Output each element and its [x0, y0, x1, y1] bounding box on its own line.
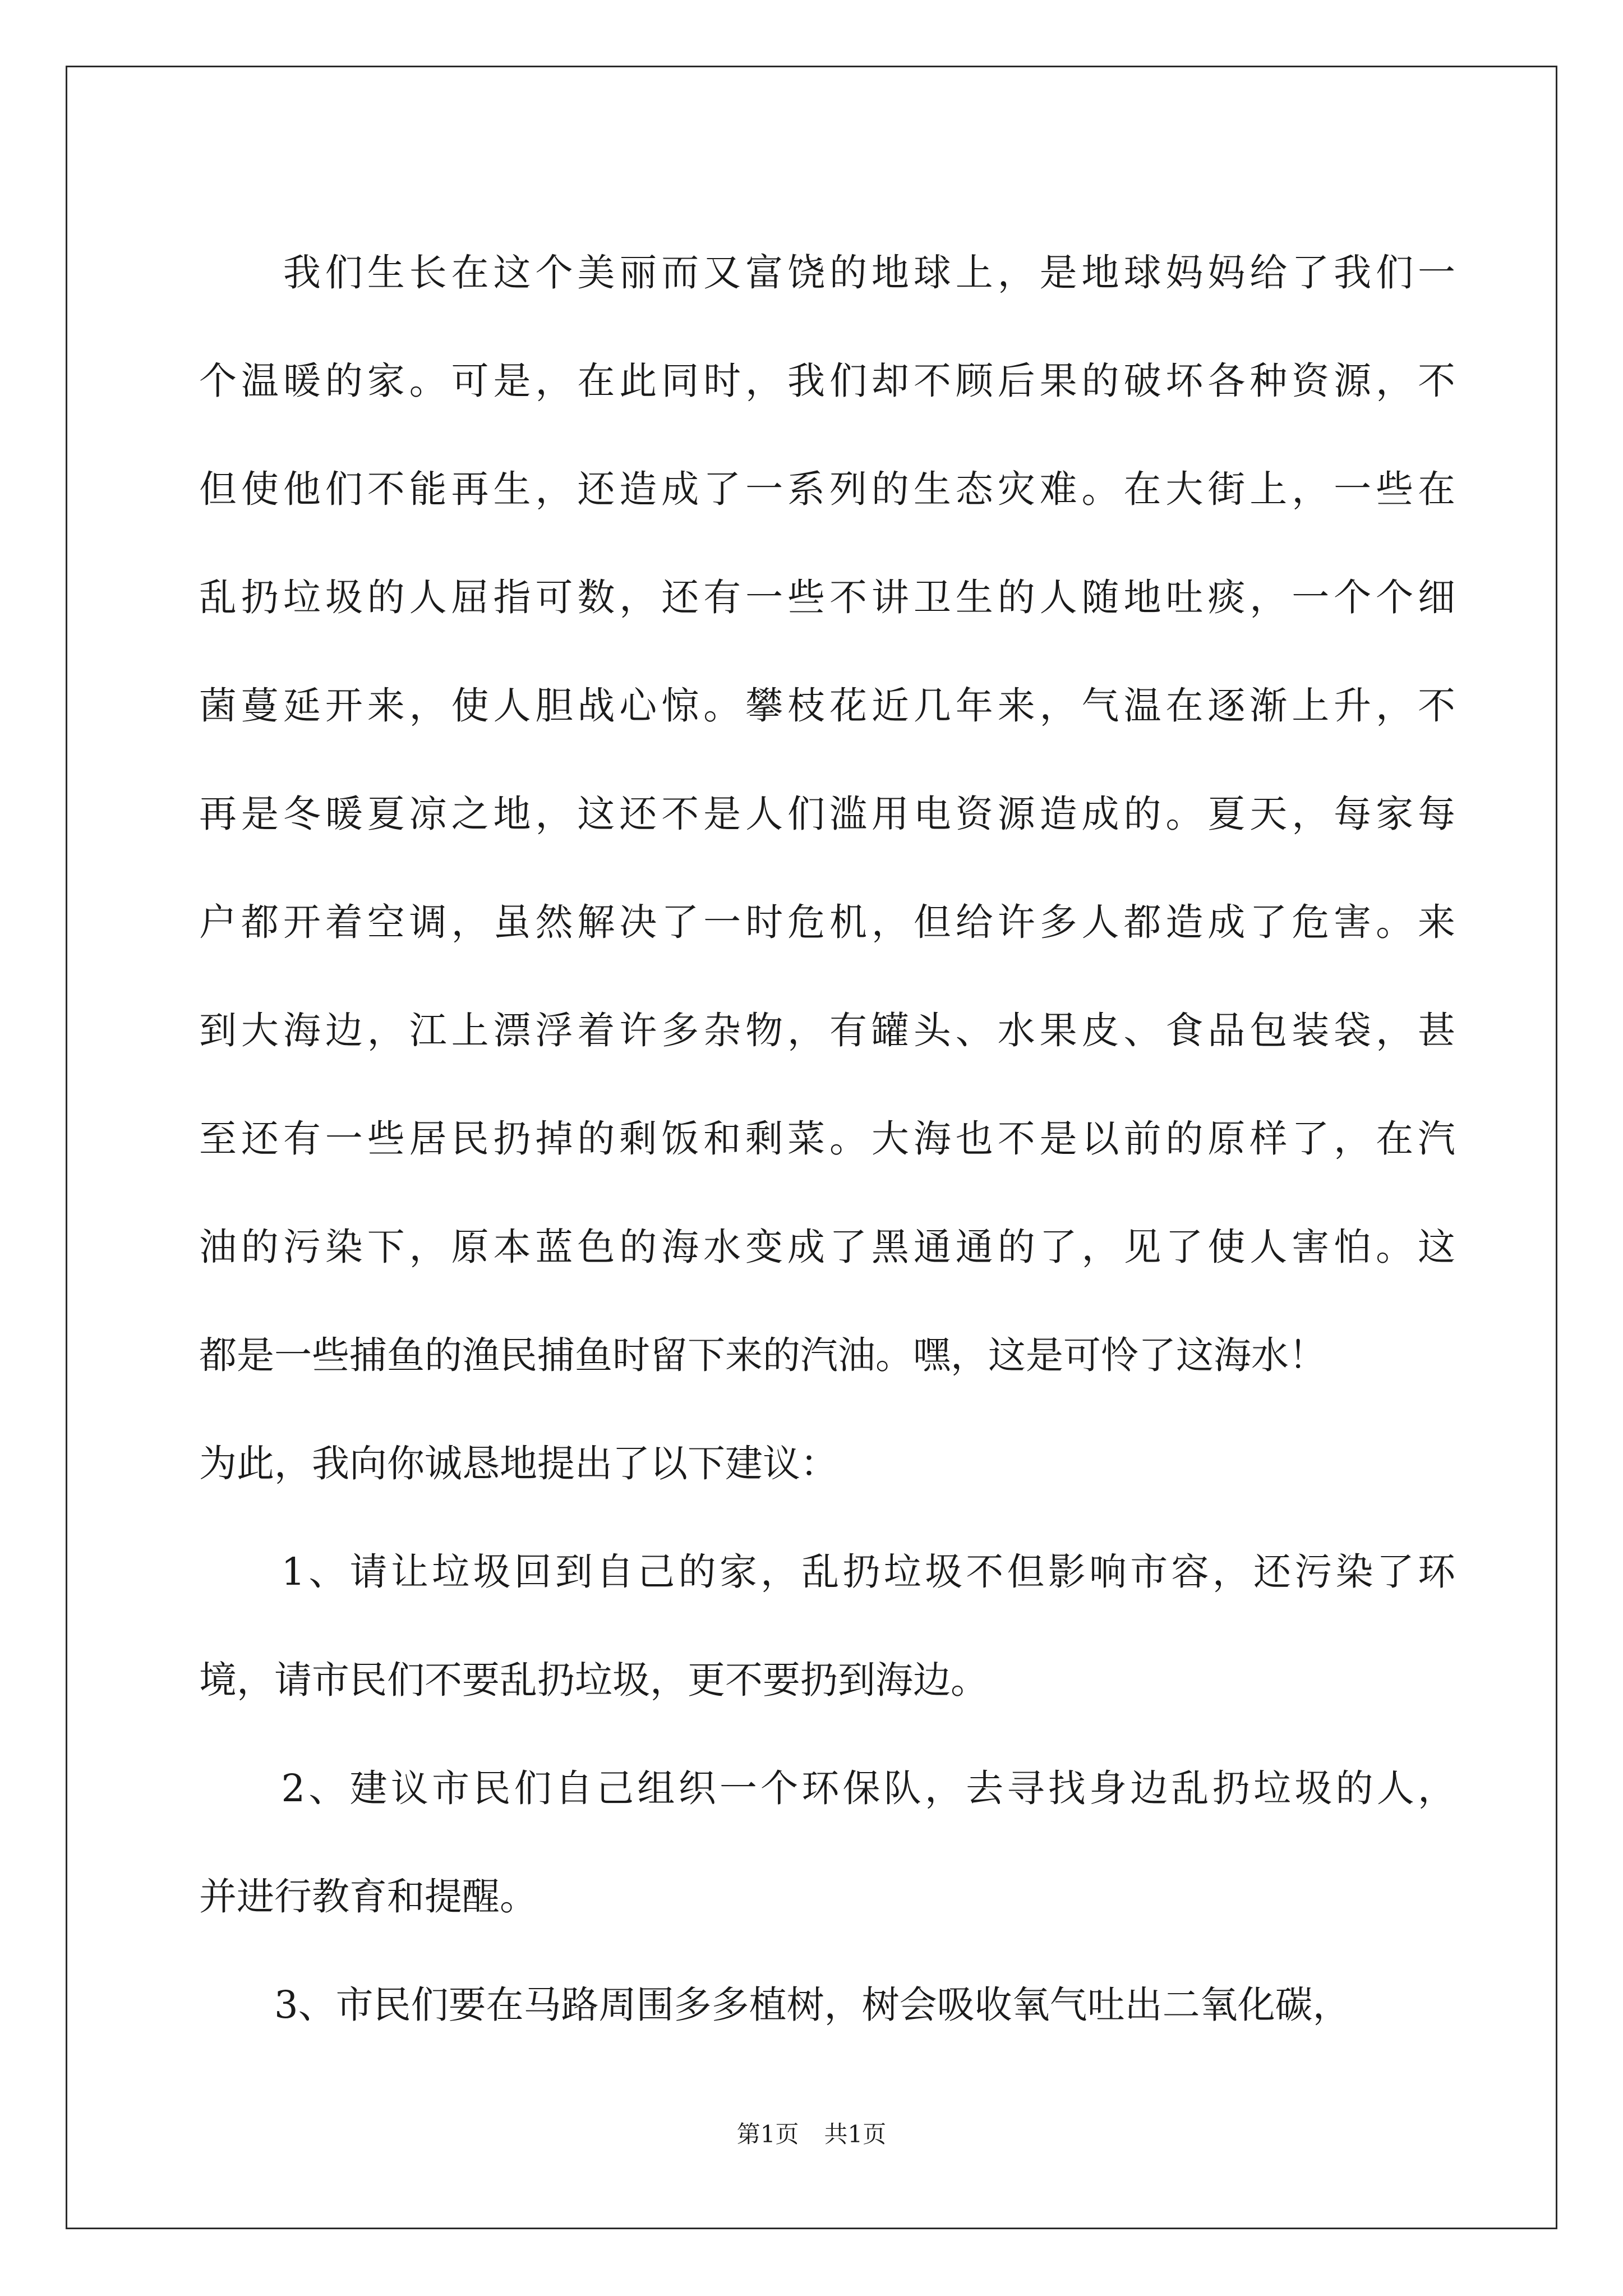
text-line: 1、请让垃圾回到自己的家，乱扔垃圾不但影响市容，还污染了环 — [199, 1550, 1455, 1594]
text-line: 3、市民们要在马路周围多多植树，树会吸收氧气吐出二氧化碳， — [199, 1983, 1350, 2027]
text-line: 户都开着空调，虽然解决了一时危机，但给许多人都造成了危害。来 — [199, 900, 1455, 944]
page-count: 共1页 — [824, 2120, 887, 2148]
text-line: 油的污染下，原本蓝色的海水变成了黑通通的了，见了使人害怕。这 — [199, 1225, 1455, 1269]
text-line: 都是一些捕鱼的渔民捕鱼时留下来的汽油。嘿，这是可怜了这海水！ — [199, 1333, 1326, 1377]
text-line: 到大海边，江上漂浮着许多杂物，有罐头、水果皮、食品包装袋，甚 — [199, 1009, 1455, 1052]
document-body — [199, 219, 1455, 2059]
text-line: 至还有一些居民扔掉的剩饭和剩菜。大海也不是以前的原样了，在汽 — [199, 1117, 1455, 1161]
page-footer — [0, 2118, 1623, 2151]
text-line: 为此，我向你诚恳地提出了以下建议： — [199, 1442, 838, 1485]
text-line: 菌蔓延开来，使人胆战心惊。攀枝花近几年来，气温在逐渐上升，不 — [199, 684, 1455, 728]
text-line: 并进行教育和提醒。 — [199, 1875, 537, 1918]
text-line: 但使他们不能再生，还造成了一系列的生态灾难。在大街上，一些在 — [199, 467, 1455, 511]
text-line: 2、建议市民们自己组织一个环保队，去寻找身边乱扔垃圾的人， — [199, 1766, 1455, 1810]
text-line: 我们生长在这个美丽而又富饶的地球上，是地球妈妈给了我们一 — [199, 251, 1455, 295]
page-number: 第1页 — [736, 2120, 799, 2148]
text-line: 境，请市民们不要乱扔垃圾，更不要扔到海边。 — [199, 1658, 988, 1702]
text-line: 个温暖的家。可是，在此同时，我们却不顾后果的破坏各种资源，不 — [199, 359, 1455, 403]
text-line: 再是冬暖夏凉之地，这还不是人们滥用电资源造成的。夏天，每家每 — [199, 792, 1455, 836]
text-line: 乱扔垃圾的人屈指可数，还有一些不讲卫生的人随地吐痰，一个个细 — [199, 576, 1455, 619]
